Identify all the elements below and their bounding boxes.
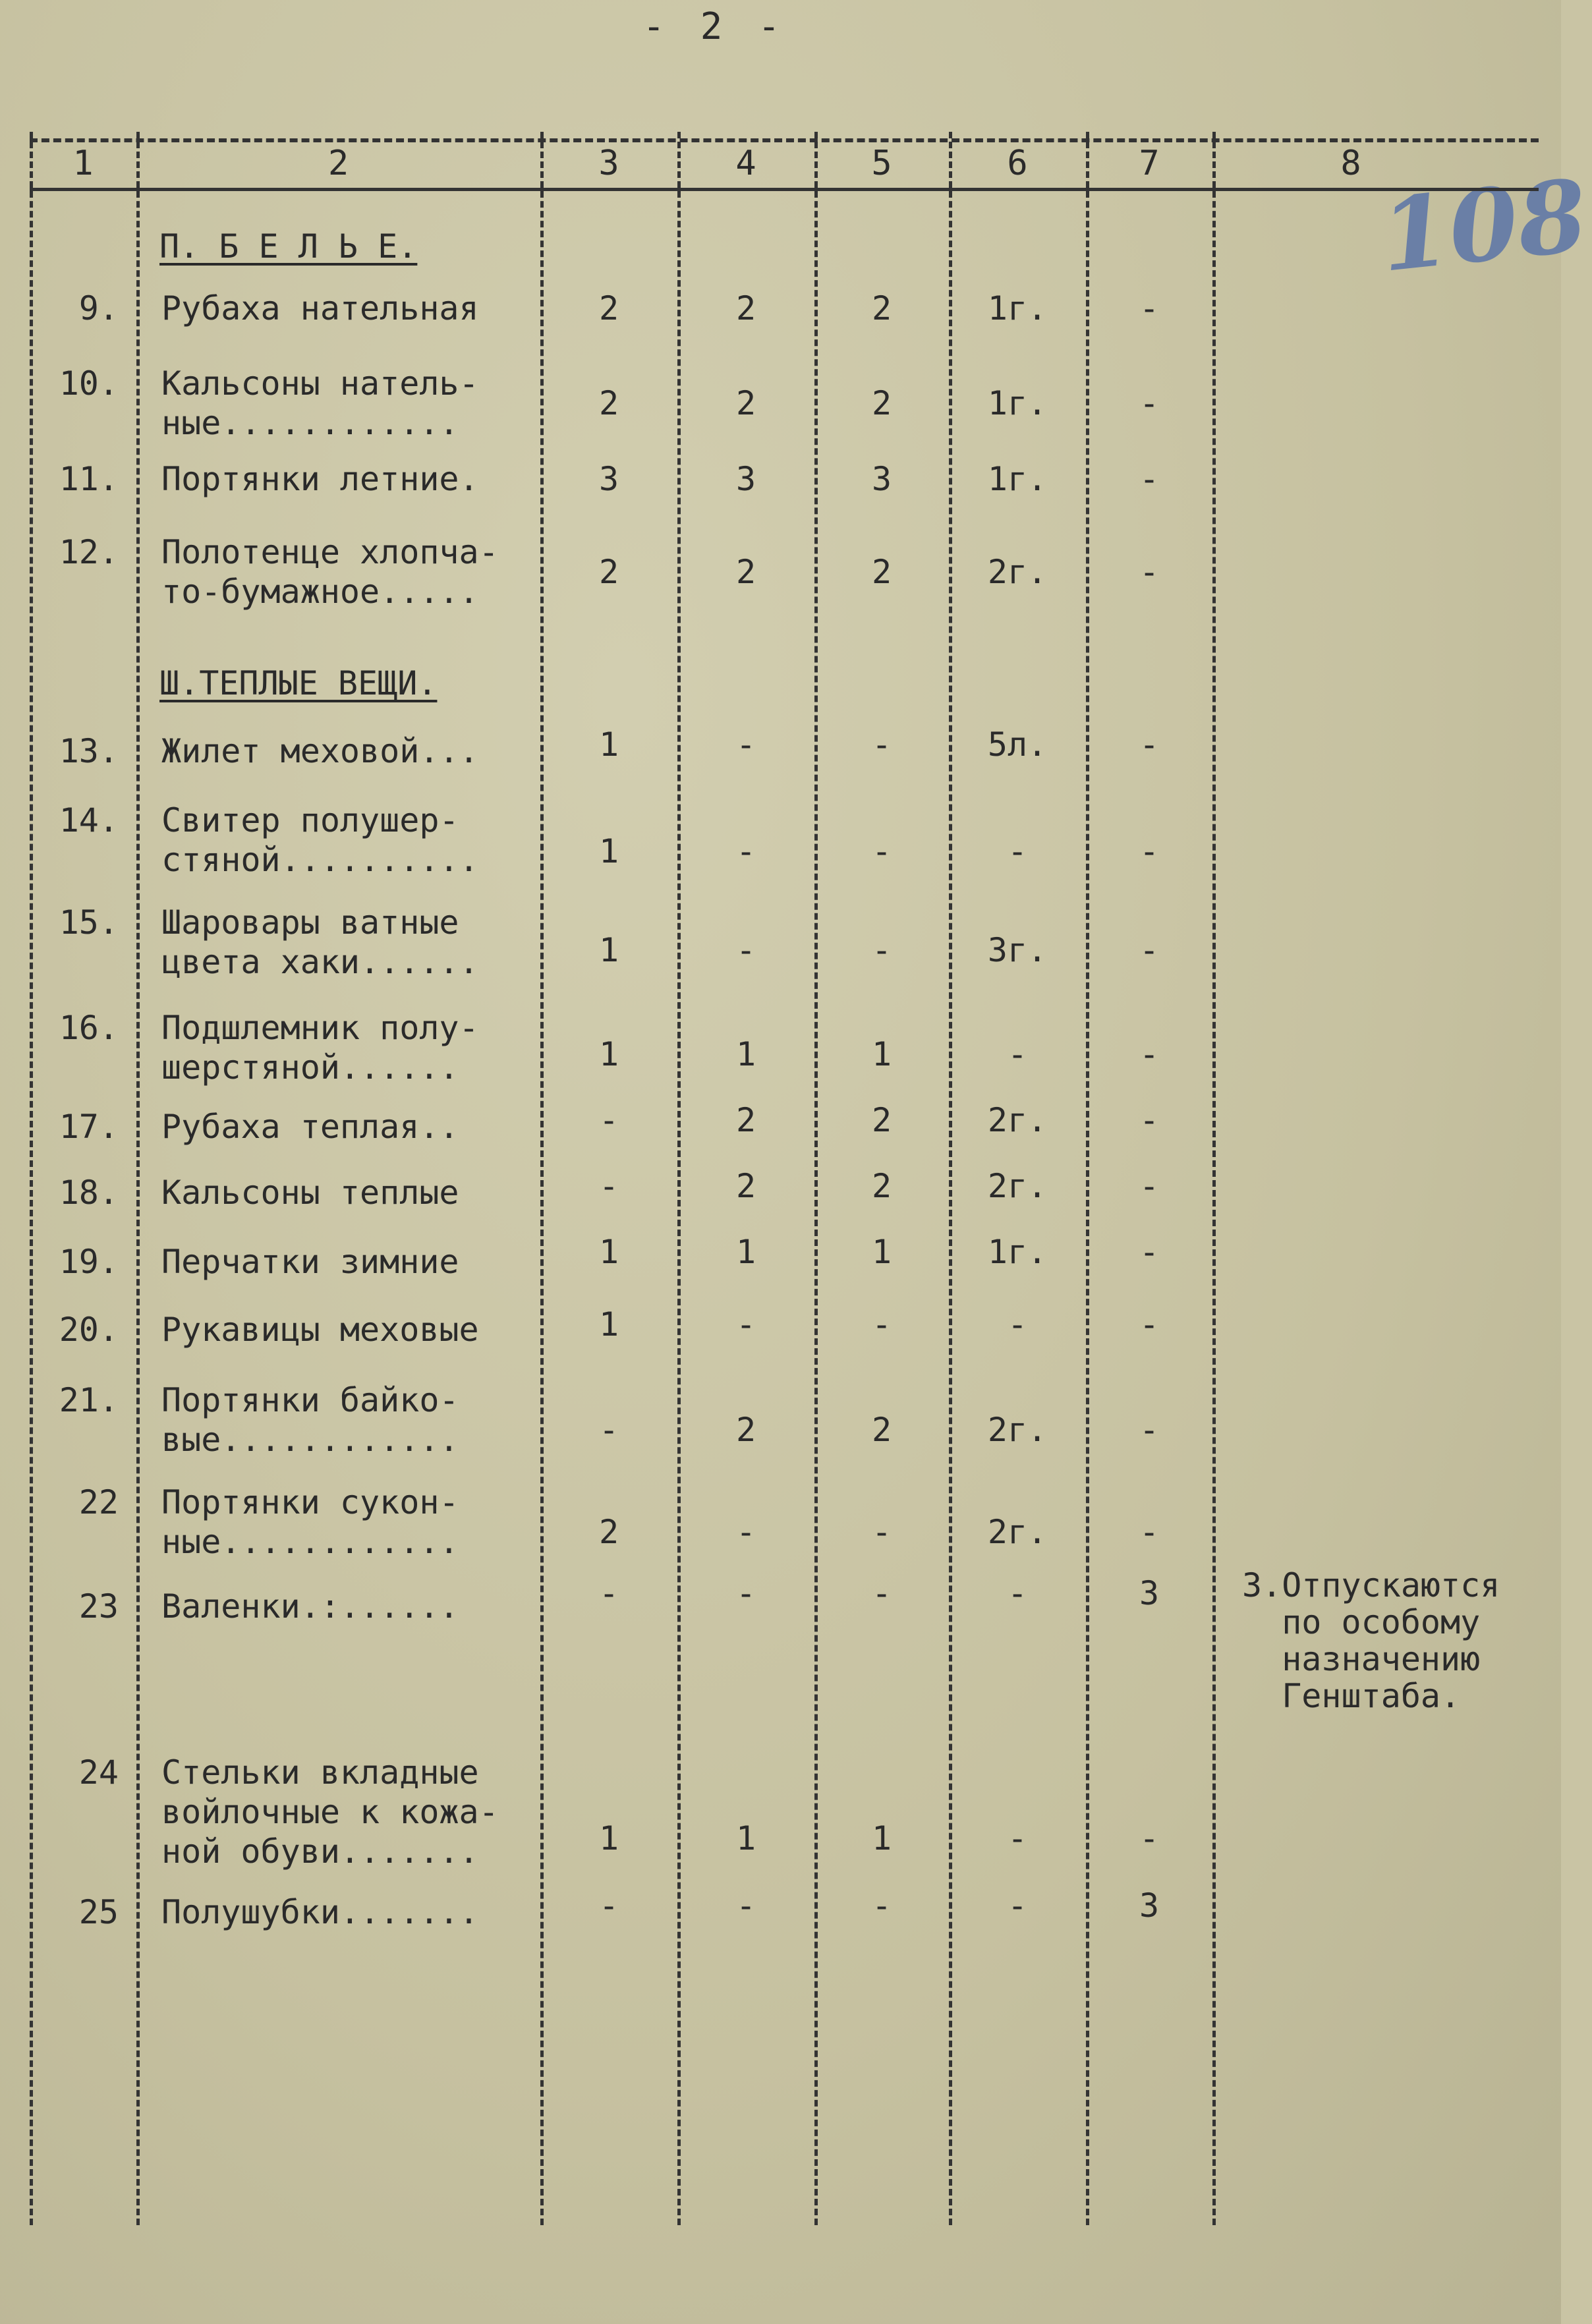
quantity-c4: 2 (735, 1167, 756, 1205)
quantity-c4: - (735, 1305, 756, 1344)
quantity-c4: - (735, 725, 756, 764)
header-col-6: 6 (1007, 144, 1028, 183)
quantity-c6: 2г. (987, 1167, 1048, 1205)
quantity-c4: 2 (735, 1411, 756, 1449)
quantity-c5: 2 (871, 1411, 892, 1449)
item-name: Кальсоны натель- ные............ (161, 364, 479, 442)
header-col-2: 2 (327, 144, 349, 183)
quantity-c3: 2 (598, 289, 619, 327)
quantity-c5: 1 (871, 1819, 892, 1857)
row-number: 25 (78, 1893, 119, 1931)
header-col-1: 1 (72, 144, 94, 183)
item-name: Рубаха теплая.. (161, 1108, 459, 1146)
quantity-c7: - (1139, 1513, 1160, 1551)
quantity-c5: - (871, 931, 892, 969)
quantity-c3: 1 (598, 1233, 619, 1271)
quantity-c5: - (871, 1305, 892, 1344)
quantity-c3: 2 (598, 384, 619, 422)
quantity-c7: - (1139, 1233, 1160, 1271)
item-name: Подшлемник полу- шерстяной...... (161, 1009, 479, 1087)
quantity-c6: 2г. (987, 1513, 1048, 1551)
quantity-c7: - (1139, 931, 1160, 969)
row-number: 18. (59, 1174, 119, 1212)
column-divider (1212, 132, 1216, 2225)
quantity-c5: - (871, 725, 892, 764)
quantity-c5: 3 (871, 460, 892, 498)
handwritten-mark: 108 (1375, 157, 1592, 295)
header-col-5: 5 (871, 144, 892, 183)
quantity-c3: - (598, 1411, 619, 1449)
row-number: 12. (59, 533, 119, 571)
quantity-c3: - (598, 1101, 619, 1139)
quantity-c3: 1 (598, 931, 619, 969)
quantity-c5: 2 (871, 553, 892, 591)
quantity-c6: 1г. (987, 1233, 1048, 1271)
page-number: - 2 - (642, 5, 787, 48)
quantity-c6: 5л. (987, 725, 1048, 764)
row-number: 19. (59, 1243, 119, 1281)
quantity-c4: 1 (735, 1035, 756, 1073)
quantity-c3: 1 (598, 1035, 619, 1073)
quantity-c6: 1г. (987, 289, 1048, 327)
quantity-c3: - (598, 1167, 619, 1205)
table-top-rule (30, 138, 1539, 142)
quantity-c4: 2 (735, 384, 756, 422)
quantity-c5: 1 (871, 1233, 892, 1271)
header-col-3: 3 (598, 144, 619, 183)
quantity-c7: 3 (1139, 1886, 1160, 1925)
row-number: 11. (59, 460, 119, 498)
quantity-c3: - (598, 1886, 619, 1925)
quantity-c3: 2 (598, 553, 619, 591)
row-number: 23 (78, 1587, 119, 1626)
quantity-c4: - (735, 931, 756, 969)
quantity-c4: 1 (735, 1233, 756, 1271)
quantity-c4: - (735, 832, 756, 870)
item-name: Рубаха нательная (161, 289, 479, 327)
section-title: Ш.ТЕПЛЫЕ ВЕЩИ. (159, 664, 438, 702)
quantity-c6: - (1007, 1574, 1028, 1612)
quantity-c7: - (1139, 460, 1160, 498)
item-name: Кальсоны теплые (161, 1174, 459, 1212)
row-number: 10. (59, 364, 119, 403)
row-number: 22 (78, 1483, 119, 1521)
quantity-c4: 1 (735, 1819, 756, 1857)
row-number: 21. (59, 1381, 119, 1419)
quantity-c6: 2г. (987, 553, 1048, 591)
column-divider (136, 132, 140, 2225)
row-number: 13. (59, 732, 119, 770)
row-number: 14. (59, 801, 119, 839)
item-name: Рукавицы меховые (161, 1311, 479, 1349)
quantity-c3: 1 (598, 832, 619, 870)
item-name: Портянки летние. (161, 460, 479, 498)
quantity-c7: - (1139, 289, 1160, 327)
quantity-c4: 2 (735, 1101, 756, 1139)
item-name: Свитер полушер- стяной.......... (161, 801, 479, 879)
quantity-c5: 2 (871, 1101, 892, 1139)
quantity-c3: 1 (598, 1305, 619, 1344)
quantity-c5: 2 (871, 289, 892, 327)
header-col-4: 4 (735, 144, 756, 183)
item-name: Перчатки зимние (161, 1243, 459, 1281)
quantity-c4: - (735, 1513, 756, 1551)
quantity-c3: 2 (598, 1513, 619, 1551)
quantity-c4: - (735, 1886, 756, 1925)
quantity-c5: - (871, 1886, 892, 1925)
row-number: 24 (78, 1753, 119, 1792)
item-name: Полотенце хлопча- то-бумажное..... (161, 533, 499, 611)
quantity-c7: - (1139, 832, 1160, 870)
quantity-c5: - (871, 1574, 892, 1612)
quantity-c7: - (1139, 1167, 1160, 1205)
quantity-c7: - (1139, 1411, 1160, 1449)
note-col-8: 3.Отпускаются по особому назначению Генштаба. (1242, 1566, 1500, 1715)
quantity-c7: - (1139, 1035, 1160, 1073)
quantity-c5: - (871, 1513, 892, 1551)
quantity-c3: - (598, 1574, 619, 1612)
header-col-8: 8 (1340, 144, 1361, 183)
row-number: 9. (78, 289, 119, 327)
quantity-c5: - (871, 832, 892, 870)
quantity-c6: - (1007, 832, 1028, 870)
row-number: 16. (59, 1009, 119, 1047)
item-name: Портянки байко- вые............ (161, 1381, 459, 1459)
quantity-c4: 3 (735, 460, 756, 498)
quantity-c6: - (1007, 1886, 1028, 1925)
row-number: 15. (59, 903, 119, 942)
quantity-c3: 3 (598, 460, 619, 498)
row-number: 17. (59, 1108, 119, 1146)
quantity-c7: - (1139, 1819, 1160, 1857)
quantity-c6: 3г. (987, 931, 1048, 969)
quantity-c3: 1 (598, 725, 619, 764)
item-name: Стельки вкладные войлочные к кожа- ной обуви....... (161, 1753, 499, 1871)
row-number: 20. (59, 1311, 119, 1349)
quantity-c7: - (1139, 1305, 1160, 1344)
quantity-c7: - (1139, 1101, 1160, 1139)
quantity-c5: 2 (871, 1167, 892, 1205)
quantity-c3: 1 (598, 1819, 619, 1857)
table-header-rule (30, 188, 1539, 191)
item-name: Шаровары ватные цвета хаки...... (161, 903, 479, 981)
quantity-c6: - (1007, 1819, 1028, 1857)
quantity-c4: 2 (735, 553, 756, 591)
quantity-c7: 3 (1139, 1574, 1160, 1612)
item-name: Жилет меховой... (161, 732, 479, 770)
quantity-c6: - (1007, 1035, 1028, 1073)
section-title: П. Б Е Л Ь Е. (159, 227, 418, 266)
quantity-c7: - (1139, 553, 1160, 591)
quantity-c5: 2 (871, 384, 892, 422)
item-name: Портянки сукон- ные............ (161, 1483, 459, 1561)
quantity-c6: 2г. (987, 1101, 1048, 1139)
quantity-c4: - (735, 1574, 756, 1612)
quantity-c6: 2г. (987, 1411, 1048, 1449)
quantity-c6: 1г. (987, 460, 1048, 498)
item-name: Валенки.:...... (161, 1587, 459, 1626)
quantity-c7: - (1139, 384, 1160, 422)
quantity-c6: 1г. (987, 384, 1048, 422)
quantity-c5: 1 (871, 1035, 892, 1073)
quantity-c7: - (1139, 725, 1160, 764)
header-col-7: 7 (1139, 144, 1160, 183)
quantity-c6: - (1007, 1305, 1028, 1344)
item-name: Полушубки....... (161, 1893, 479, 1931)
quantity-c4: 2 (735, 289, 756, 327)
